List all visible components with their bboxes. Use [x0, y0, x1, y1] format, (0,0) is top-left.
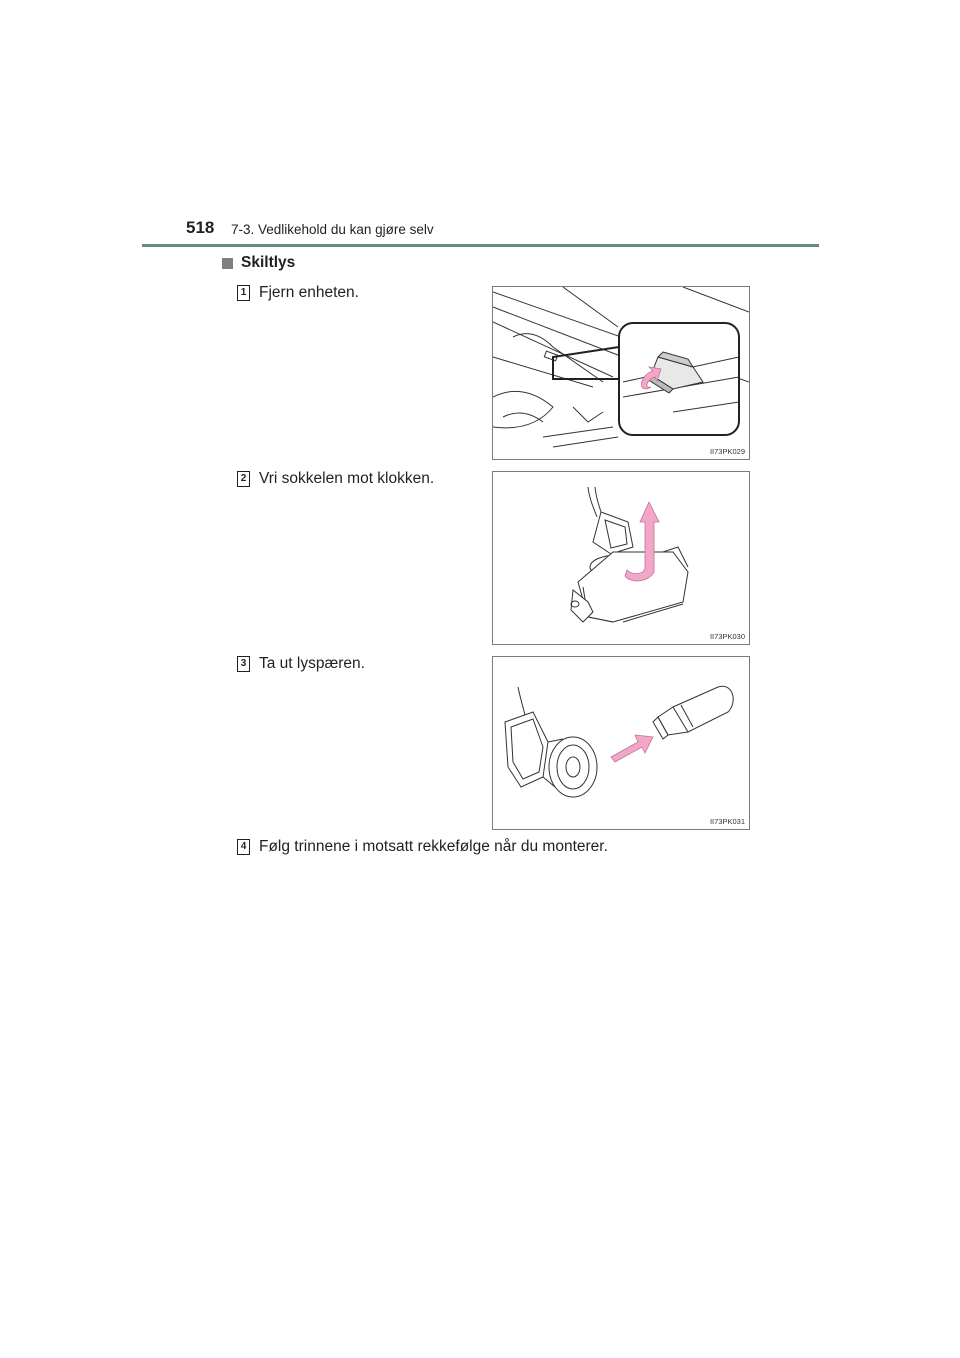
section-square-icon [222, 258, 233, 269]
bulb-removal-illustration [493, 657, 749, 829]
figure-code: II73PK029 [709, 447, 745, 456]
figure-remove-bulb [492, 656, 750, 830]
figure-twist-socket [492, 471, 750, 645]
header-rule [142, 244, 819, 247]
socket-twist-illustration [493, 472, 749, 644]
chapter-title: 7-3. Vedlikehold du kan gjøre selv [231, 222, 434, 237]
section-heading [222, 254, 295, 272]
step-number-1: 1 [237, 285, 250, 301]
step-number-4: 4 [237, 839, 250, 855]
figure-code: II73PK031 [709, 817, 745, 826]
figure-remove-unit [492, 286, 750, 460]
license-light-unit-illustration [493, 287, 749, 459]
figure-code: II73PK030 [709, 632, 745, 641]
step-text-3: Ta ut lyspæren. [259, 655, 365, 672]
section-title: Skiltlys [241, 254, 296, 271]
step-text-1: Fjern enheten. [259, 284, 359, 301]
step-text-2: Vri sokkelen mot klokken. [259, 470, 435, 487]
step-number-3: 3 [237, 656, 250, 672]
step-number-2: 2 [237, 471, 250, 487]
step-text-4: Følg trinnene i motsatt rekkefølge når du monterer. [259, 838, 608, 855]
page-number: 518 [186, 218, 215, 237]
